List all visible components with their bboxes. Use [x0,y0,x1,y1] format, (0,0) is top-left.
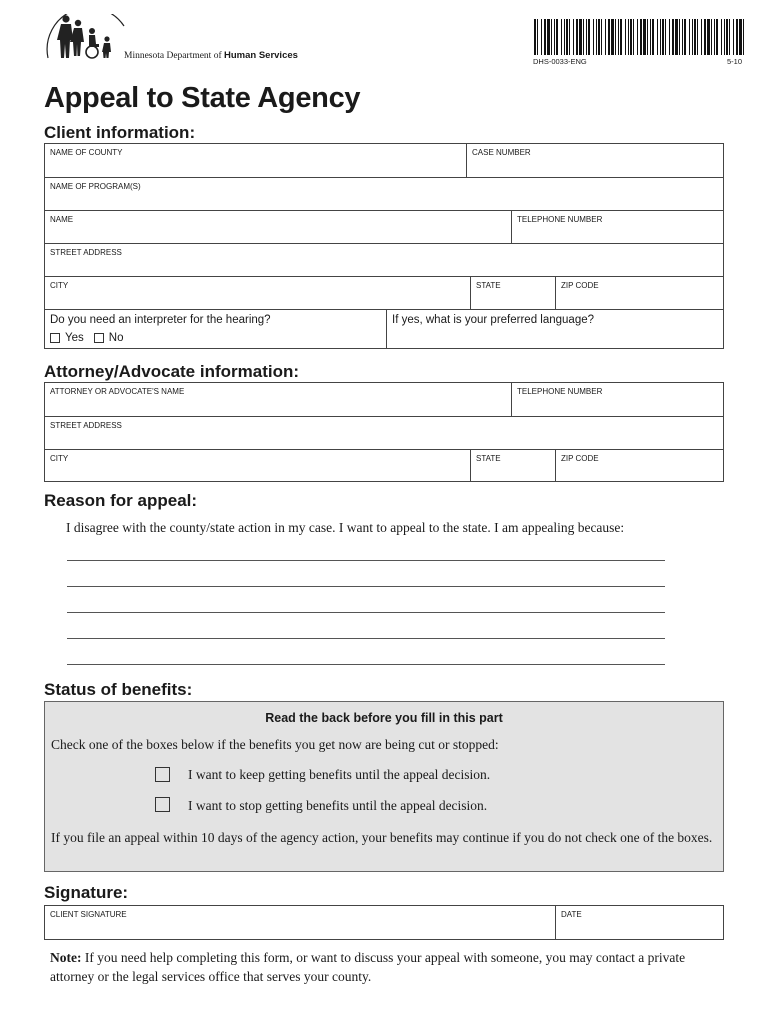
page-title: Appeal to State Agency [44,82,361,114]
client-city-label: CITY [50,281,69,290]
status-heading: Status of benefits: [44,680,193,699]
client-name-label: NAME [50,215,74,224]
client-zip-field[interactable] [555,277,723,310]
stop-benefits-checkbox[interactable] [155,797,170,812]
client-phone-field[interactable] [511,211,723,244]
street-row [45,243,723,277]
attorney-street-field[interactable] [45,417,723,450]
client-state-label: STATE [476,281,501,290]
client-info-heading: Client information: [44,123,196,142]
signature-date-label: DATE [561,910,582,919]
stop-benefits-label: I want to stop getting benefits until the appeal decision. [188,798,488,813]
barcode-icon [533,19,747,55]
status-notice: Read the back before you fill in this part [265,711,503,725]
attorney-street-label: STREET ADDRESS [50,421,122,430]
client-name-field[interactable] [45,211,511,244]
preferred-language-question: If yes, what is your preferred language? [392,314,595,326]
note-text: If you need help completing this form, or want to discuss your appeal with someone, you may contact a private attorney or the legal services office that serves your county. [50,950,686,984]
attorney-city-row [45,449,723,481]
attorney-city-field[interactable] [45,450,470,481]
client-signature-field[interactable] [45,906,555,939]
department-prefix: Minnesota Department of [124,51,222,61]
department-name [124,50,298,61]
name-row [45,210,723,244]
reason-heading: Reason for appeal: [44,491,198,510]
department-bold: Human Services [224,50,298,61]
interpreter-no-label: No [108,332,124,344]
attorney-state-field[interactable] [470,450,555,481]
keep-benefits-label: I want to keep getting benefits until the appeal decision. [188,767,491,782]
attorney-street-row [45,416,723,450]
signature-date-field[interactable] [555,906,723,939]
interpreter-question: Do you need an interpreter for the hearing? [50,314,271,326]
client-signature-label: CLIENT SIGNATURE [50,910,127,919]
city-row [45,276,723,310]
revision-date: 5-10 [727,57,743,66]
attorney-zip-label: ZIP CODE [561,454,599,463]
client-state-field[interactable] [470,277,555,310]
client-info-table [44,143,724,349]
programs-field[interactable] [45,178,723,211]
reason-intro: I disagree with the county/state action in my case. I want to appeal to the state. I am appealing because: [66,520,625,535]
reason-line[interactable] [67,664,665,665]
signature-heading: Signature: [44,883,129,902]
attorney-name-field[interactable] [45,383,511,416]
reason-line[interactable] [67,612,665,613]
attorney-phone-field[interactable] [511,383,723,416]
status-instruction: Check one of the boxes below if the benefits you get now are being cut or stopped: [51,737,499,752]
client-city-field[interactable] [45,277,470,310]
reason-line[interactable] [67,586,665,587]
reason-line[interactable] [67,560,665,561]
form-code: DHS-0033-ENG [533,57,587,66]
reason-line[interactable] [67,638,665,639]
attorney-zip-field[interactable] [555,450,723,481]
attorney-info-table [44,382,724,482]
status-panel [44,701,724,872]
attorney-state-label: STATE [476,454,501,463]
client-street-label: STREET ADDRESS [50,248,122,257]
interpreter-options [50,332,123,344]
interpreter-no-checkbox[interactable] [94,333,104,343]
county-label: NAME OF COUNTY [50,148,123,157]
note-label: Note: [50,950,82,965]
interpreter-row [45,309,723,348]
interpreter-yes-label: Yes [65,332,84,344]
interpreter-question-cell [45,310,386,348]
case-number-label: CASE NUMBER [472,148,531,157]
programs-row [45,177,723,211]
attorney-name-label: ATTORNEY OR ADVOCATE'S NAME [50,387,185,396]
programs-label: NAME OF PROGRAM(S) [50,182,141,191]
case-number-field[interactable] [466,144,723,177]
client-street-field[interactable] [45,244,723,277]
dhs-people-logo-icon [44,14,126,62]
client-phone-label: TELEPHONE NUMBER [517,215,603,224]
signature-table [44,905,724,940]
client-zip-label: ZIP CODE [561,281,599,290]
note [50,948,726,986]
county-row [45,144,723,177]
attorney-phone-label: TELEPHONE NUMBER [517,387,603,396]
status-footnote: If you file an appeal within 10 days of the agency action, your benefits may continue if you do not check one of the boxes. [51,830,713,845]
keep-benefits-checkbox[interactable] [155,767,170,782]
attorney-info-heading: Attorney/Advocate information: [44,362,300,381]
interpreter-yes-checkbox[interactable] [50,333,60,343]
preferred-language-field[interactable] [386,310,723,348]
attorney-city-label: CITY [50,454,69,463]
attorney-name-row [45,383,723,416]
county-field[interactable] [45,144,466,177]
